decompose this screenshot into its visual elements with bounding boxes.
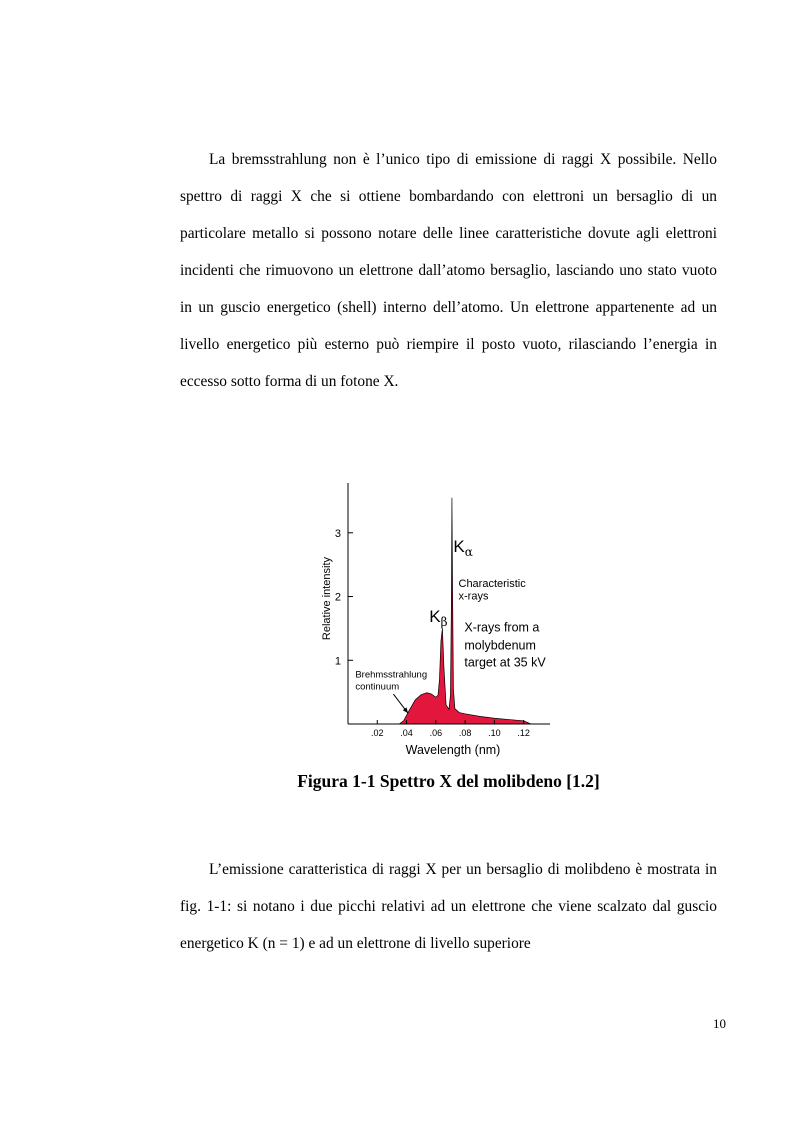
annotation-text: Brehmsstrahlung — [355, 669, 428, 681]
annotation-text: continuum — [355, 681, 400, 693]
x-tick-label: .10 — [488, 728, 501, 738]
spectrum-chart — [310, 480, 580, 765]
figure-caption: Figura 1-1 Spettro X del molibdeno [1.2] — [297, 771, 600, 791]
annotation-text: target at 35 kV — [464, 655, 546, 670]
body-paragraph-2: L’emissione caratteristica di raggi X per un bersaglio di molibdeno è mostrata in fig. 1-1: si notano i due picchi relativi ad un elettrone che viene scalzato dal guscio energetico K (n = 1) e ad un elettrone di livello superiore — [180, 861, 717, 952]
spectrum-area — [399, 498, 531, 724]
page-number: 10 — [713, 1016, 726, 1031]
y-axis-label: Relative intensity — [321, 556, 333, 641]
x-axis-label: Wavelength (nm) — [405, 743, 501, 757]
x-tick-label: .12 — [517, 728, 530, 738]
y-tick-label: 1 — [334, 655, 341, 668]
arrow-head — [403, 707, 408, 713]
annotation-text: x-rays — [458, 590, 489, 603]
y-tick-label: 2 — [334, 591, 341, 604]
x-tick-label: .08 — [458, 728, 472, 738]
annotation-text: Characteristic — [458, 577, 526, 590]
y-tick-label: 3 — [334, 527, 341, 540]
x-tick-label: .02 — [371, 728, 384, 738]
x-tick-label: .04 — [400, 728, 413, 738]
peak-label: $K_\alpha$ — [453, 536, 473, 559]
peak-label: $K_\beta$ — [429, 607, 448, 630]
annotation-text: molybdenum — [464, 638, 536, 653]
annotation-text: X-rays from a — [464, 620, 540, 635]
body-paragraph-1: La bremsstrahlung non è l’unico tipo di emissione di raggi X possibile. Nello spettro di raggi X che si ottiene bombardando con elettroni un bersaglio di un particolare metallo si possono notare delle linee caratteristiche dovute agli elettroni incidenti che rimuovono un elettrone dall’atomo bersaglio, lasciando uno stato vuoto in un guscio energetico (shell) interno dell’atomo. Un elettrone appartenente ad un livello energetico più esterno può riempire il posto vuoto, rilasciando l’energia in eccesso sotto forma di un fotone X. — [180, 151, 717, 390]
spectrum-figure — [310, 480, 580, 765]
x-tick-label: .06 — [429, 728, 443, 738]
